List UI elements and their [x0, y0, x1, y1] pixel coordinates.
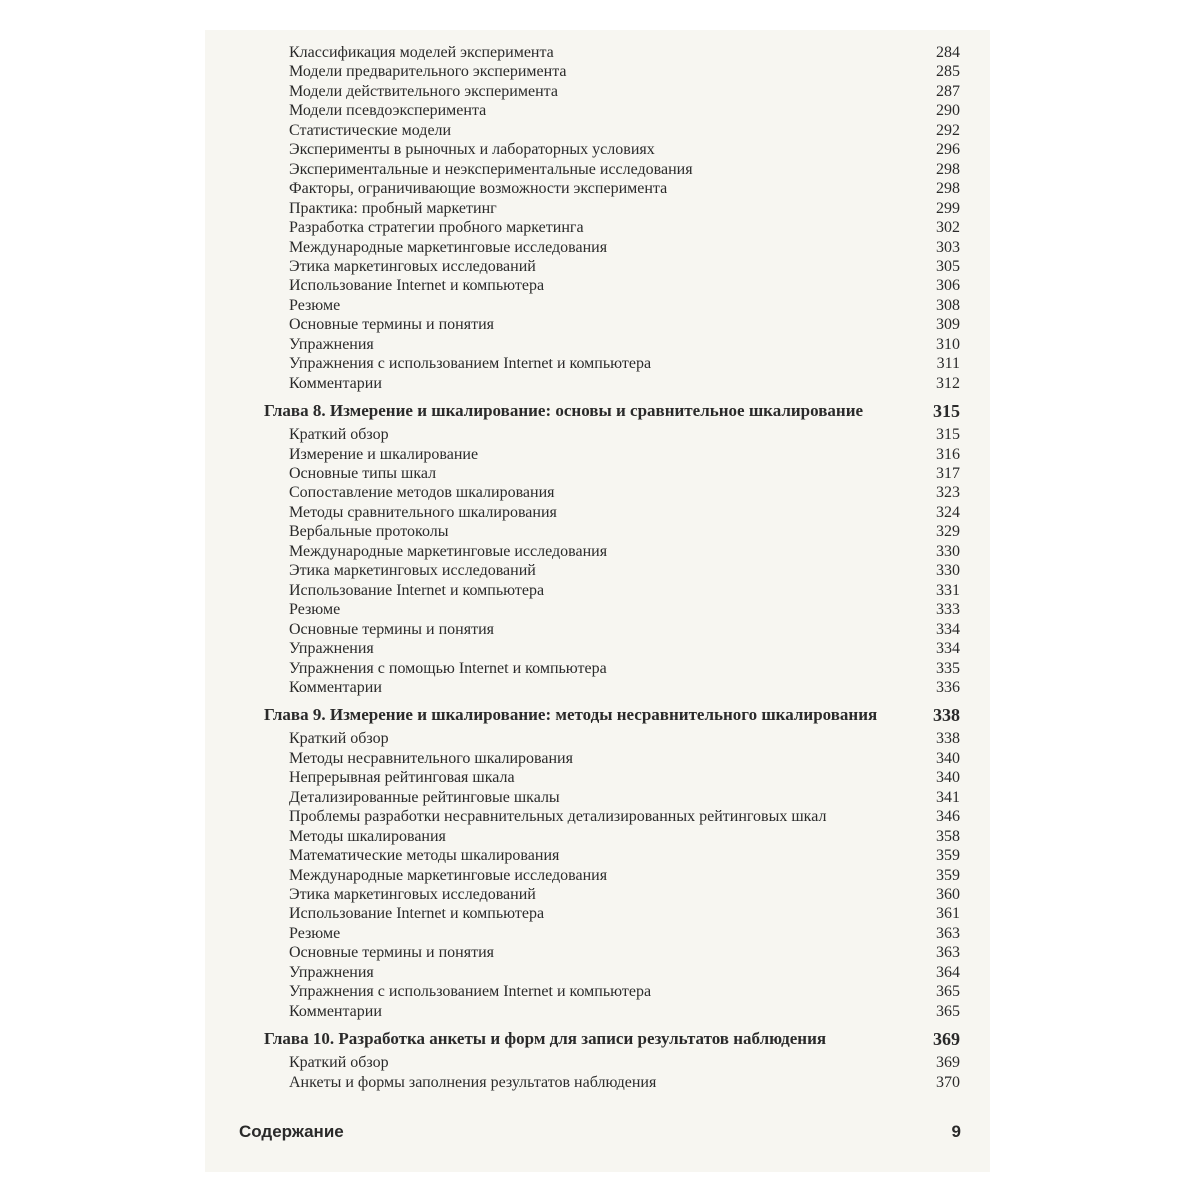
toc-chapter-heading — [205, 1027, 990, 1051]
toc-entry-page: 334 — [936, 620, 960, 638]
toc-entry — [205, 963, 990, 983]
running-title: Содержание — [239, 1122, 344, 1141]
toc-entry-title: Международные маркетинговые исследования — [289, 238, 608, 256]
toc-entry-page: 315 — [936, 426, 960, 444]
toc-entry-title: Вербальные протоколы — [289, 523, 449, 541]
toc-entry-page: 310 — [936, 335, 960, 353]
toc-entry-title: Упражнения — [289, 640, 374, 658]
toc-entry-page: 346 — [936, 808, 960, 826]
toc-entry-title: Упражнения с помощью Internet и компьютера — [289, 659, 607, 677]
toc-entry-title: Комментарии — [289, 1002, 382, 1020]
toc-entry-title: Комментарии — [289, 374, 382, 392]
toc-entry — [205, 121, 990, 141]
toc-entry — [205, 483, 990, 503]
toc-entry-title: Этика маркетинговых исследований — [289, 562, 536, 580]
toc-entry — [205, 101, 990, 121]
toc-entry-page: 302 — [936, 219, 960, 237]
toc-entry — [205, 218, 990, 238]
toc-entry-page: 285 — [936, 63, 960, 81]
toc-entry-title: Модели псевдоэксперимента — [289, 102, 487, 120]
toc-entry — [205, 257, 990, 277]
toc-entry-page: 365 — [936, 1002, 960, 1020]
toc-entry-title: Использование Internet и компьютера — [289, 277, 545, 295]
toc-entry — [205, 982, 990, 1002]
toc-entry-page: 299 — [936, 199, 960, 217]
toc-entry-title: Краткий обзор — [289, 426, 389, 444]
toc-entry-page: 363 — [936, 944, 960, 962]
toc-entry-title: Краткий обзор — [289, 730, 389, 748]
toc-entry-page: 364 — [936, 963, 960, 981]
toc-entry — [205, 464, 990, 484]
toc-entry-page: 330 — [936, 542, 960, 560]
toc-entry — [205, 866, 990, 886]
toc-entry-page: 329 — [936, 523, 960, 541]
toc-entry-page: 341 — [936, 788, 960, 806]
toc-entry-title: Использование Internet и компьютера — [289, 581, 545, 599]
toc-entry — [205, 374, 990, 394]
toc-entry-title: Экспериментальные и неэкспериментальные исследования — [289, 160, 693, 178]
toc-entry — [205, 827, 990, 847]
book-page — [205, 30, 990, 1172]
toc-entry-title: Глава 10. Разработка анкеты и форм для записи результатов наблюдения — [264, 1029, 827, 1049]
toc-entry — [205, 522, 990, 542]
toc-entry — [205, 639, 990, 659]
toc-entry-title: Модели предварительного эксперимента — [289, 63, 567, 81]
toc-entry-page: 290 — [936, 102, 960, 120]
toc-entry-page: 338 — [933, 705, 960, 726]
toc-entry — [205, 315, 990, 335]
toc-entry-title: Глава 8. Измерение и шкалирование: основы и сравнительное шкалирование — [264, 401, 864, 421]
toc-entry-title: Методы сравнительного шкалирования — [289, 503, 557, 521]
toc-entry — [205, 425, 990, 445]
toc-entry — [205, 768, 990, 788]
toc-entry — [205, 846, 990, 866]
toc-entry-page: 370 — [936, 1073, 960, 1091]
toc-entry-title: Методы шкалирования — [289, 827, 446, 845]
toc-entry-page: 369 — [933, 1029, 960, 1050]
toc-entry-page: 303 — [936, 238, 960, 256]
toc-entry — [205, 729, 990, 749]
toc-entry-page: 317 — [936, 465, 960, 482]
toc-entry-page: 334 — [936, 640, 960, 658]
toc-entry-title: Математические методы шкалирования — [289, 847, 560, 865]
toc-entry-title: Резюме — [289, 601, 341, 619]
toc-entry-page: 331 — [936, 581, 960, 599]
toc-entry-page: 361 — [936, 905, 960, 923]
toc-entry — [205, 943, 990, 963]
toc-entry — [205, 659, 990, 679]
toc-entry-page: 298 — [936, 160, 960, 178]
toc-entry-title: Методы несравнительного шкалирования — [289, 749, 573, 767]
toc-entry-page: 330 — [936, 562, 960, 580]
toc-entry-title: Комментарии — [289, 678, 382, 696]
toc-entry-title: Упражнения — [289, 335, 374, 353]
toc-chapter-heading — [205, 703, 990, 727]
toc-entry — [205, 1053, 990, 1073]
toc-entry-page: 306 — [936, 277, 960, 295]
toc-entry-page: 323 — [936, 484, 960, 502]
toc-entry — [205, 807, 990, 827]
toc-entry-title: Международные маркетинговые исследования — [289, 542, 608, 560]
toc-entry-page: 298 — [936, 180, 960, 198]
toc-entry — [205, 160, 990, 180]
toc-entry — [205, 445, 990, 465]
toc-entry-page: 324 — [936, 503, 960, 521]
toc-entry-page: 338 — [936, 730, 960, 748]
toc-entry-page: 360 — [936, 886, 960, 903]
toc-entry-page: 284 — [936, 44, 960, 61]
toc-entry-page: 287 — [936, 82, 960, 100]
toc-entry-page: 335 — [936, 659, 960, 677]
toc-entry-page: 340 — [936, 769, 960, 787]
toc-entry-page: 292 — [936, 121, 960, 139]
toc-entry — [205, 1073, 990, 1093]
toc-entry-title: Модели действительного эксперимента — [289, 82, 558, 100]
toc-entry — [205, 1002, 990, 1022]
toc-entry — [205, 140, 990, 160]
toc-entry — [205, 82, 990, 102]
toc-entry-page: 359 — [936, 866, 960, 884]
toc-entry — [205, 788, 990, 808]
toc-entry-title: Сопоставление методов шкалирования — [289, 484, 555, 502]
toc-entry-page: 308 — [936, 296, 960, 314]
toc-entry-title: Использование Internet и компьютера — [289, 905, 545, 923]
toc-entry-page: 311 — [936, 355, 960, 373]
toc-entry-title: Эксперименты в рыночных и лабораторных условиях — [289, 141, 655, 159]
toc-entry-title: Этика маркетинговых исследований — [289, 886, 536, 903]
toc-entry — [205, 620, 990, 640]
toc-chapter-heading — [205, 399, 990, 423]
toc-entry — [205, 904, 990, 924]
toc-entry-page: 309 — [936, 316, 960, 334]
toc-entry-title: Упражнения с использованием Internet и компьютера — [289, 355, 652, 373]
toc-entry-title: Классификация моделей эксперимента — [289, 44, 554, 61]
toc-entry — [205, 199, 990, 219]
toc-entry-title: Основные термины и понятия — [289, 316, 494, 334]
toc-entry-title: Анкеты и формы заполнения результатов наблюдения — [289, 1073, 657, 1091]
toc-entry-title: Детализированные рейтинговые шкалы — [289, 788, 560, 806]
toc-entry-page: 369 — [936, 1054, 960, 1072]
toc-entry-page: 333 — [936, 601, 960, 619]
toc-entry-title: Непрерывная рейтинговая шкала — [289, 769, 515, 787]
toc-entry — [205, 581, 990, 601]
toc-entry-title: Практика: пробный маркетинг — [289, 199, 497, 217]
toc-entry — [205, 561, 990, 581]
toc-entry — [205, 238, 990, 258]
toc-entry-title: Основные термины и понятия — [289, 620, 494, 638]
toc-entry-title: Краткий обзор — [289, 1054, 389, 1072]
toc-entry-page: 312 — [936, 374, 960, 392]
toc-entry-page: 363 — [936, 924, 960, 942]
toc-entry-title: Основные термины и понятия — [289, 944, 494, 962]
toc-entry-page: 365 — [936, 983, 960, 1001]
toc-entry — [205, 503, 990, 523]
toc-entry-page: 296 — [936, 141, 960, 159]
toc-entry — [205, 678, 990, 698]
toc-entry-title: Резюме — [289, 296, 341, 314]
toc-entry-title: Факторы, ограничивающие возможности эксперимента — [289, 180, 668, 198]
toc-entry-title: Упражнения с использованием Internet и компьютера — [289, 983, 652, 1001]
toc-entry-page: 315 — [933, 401, 960, 422]
toc-entry — [205, 542, 990, 562]
toc-entry-title: Проблемы разработки несравнительных детализированных рейтинговых шкал — [289, 808, 827, 826]
toc-entry-title: Глава 9. Измерение и шкалирование: методы несравнительного шкалирования — [264, 705, 878, 725]
toc-entry — [205, 62, 990, 82]
toc-entry — [205, 335, 990, 355]
toc-entry-page: 358 — [936, 827, 960, 845]
page-footer — [239, 1120, 961, 1144]
toc-entry-title: Измерение и шкалирование — [289, 445, 479, 463]
toc-entry — [205, 276, 990, 296]
toc-entry-title: Основные типы шкал — [289, 465, 437, 482]
toc-entry-title: Резюме — [289, 924, 341, 942]
toc-entry-title: Разработка стратегии пробного маркетинга — [289, 219, 584, 237]
toc-entry — [205, 924, 990, 944]
toc-entry — [205, 296, 990, 316]
toc-entry — [205, 885, 990, 905]
toc-entry — [205, 43, 990, 63]
toc-entry-title: Этика маркетинговых исследований — [289, 257, 536, 275]
toc-entry — [205, 600, 990, 620]
toc-entry — [205, 179, 990, 199]
toc-entry — [205, 354, 990, 374]
toc-entry-page: 316 — [936, 445, 960, 463]
toc-entry-page: 305 — [936, 257, 960, 275]
toc-entry — [205, 749, 990, 769]
toc-entry-title: Статистические модели — [289, 121, 452, 139]
toc-entry-title: Упражнения — [289, 963, 374, 981]
toc-entry-page: 336 — [936, 678, 960, 696]
page-number: 9 — [951, 1122, 961, 1141]
toc-entry-title: Международные маркетинговые исследования — [289, 866, 608, 884]
toc-entry-page: 359 — [936, 847, 960, 865]
toc-entry-page: 340 — [936, 749, 960, 767]
